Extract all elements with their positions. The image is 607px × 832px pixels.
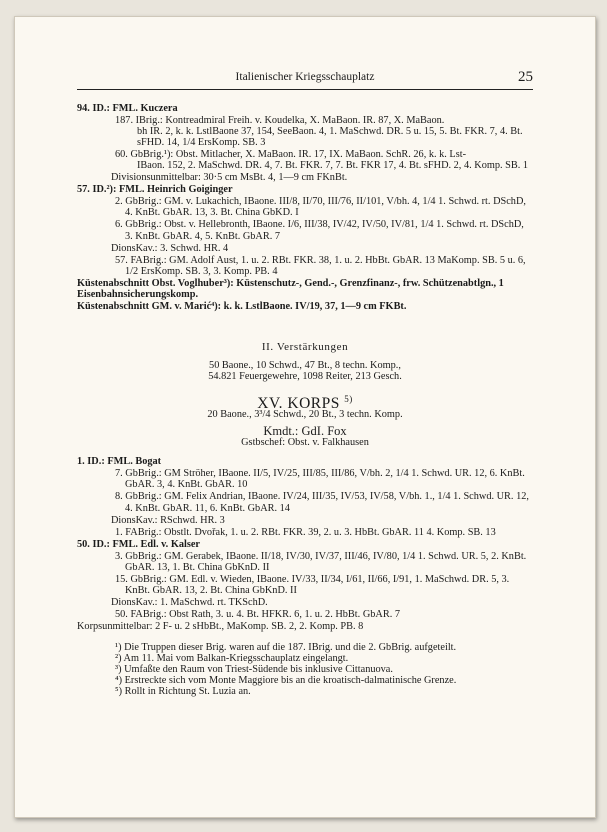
brigade-187 xyxy=(77,115,533,148)
order-of-battle-text xyxy=(77,103,533,697)
brigade-15: 15. GbBrig.: GM. Edl. v. Wieden, IBaone. IV/33, II/34, I/61, II/66, I/91, 1. MaSchwd. DR. 5, 3. KnBt. GbAR. 13, 2. Bt. China GbKnD. II xyxy=(115,573,510,596)
footnote-mark: ⁴) xyxy=(115,675,123,687)
brigade-60-line1: 60. GbBrig.¹): Obst. Mitlacher, X. MaBaon. IR. 17, IX. MaBaon. SchR. 26, k. k. Lst- xyxy=(115,149,467,161)
brigade-8: 8. GbBrig.: GM. Felix Andrian, IBaone. IV/24, III/35, IV/53, IV/58, V/bh. 1., 1/4 1. Schwd. UR. 12, 4. KnBt. GbAR. 11, 6. KnBt. GbAR. 14 xyxy=(115,491,529,514)
brigade-60 xyxy=(77,149,533,171)
corps-strength: 20 Baone., 3³/4 Schwd., 20 Bt., 3 techn. Komp. xyxy=(207,409,403,421)
coastal-sector-maric-text: Küstenabschnitt GM. v. Marić⁴): k. k. LstlBaone. IV/19, 37, 1—9 cm FKBt. xyxy=(77,300,407,312)
brigade-60-line2: IBaon. 152, 2. MaSchwd. DR. 4, 7. Bt. FKR. 7, 7. Bt. FKR 17, 4. Bt. sFHD. 2, 4. Komp. SB. 1 xyxy=(137,160,529,172)
division-57-heading: 57. ID.²): FML. Heinrich Goiginger xyxy=(77,184,233,196)
brigade-7: 7. GbBrig.: GM Ströher, IBaone. II/5, IV/25, III/85, III/86, V/bh. 2, 1/4 1. Schwd. UR. 12, 6. KnBt. GbAR. 3, 4. KnBt. GbAR. 10 xyxy=(115,468,525,491)
division-94-heading: 94. ID.: FML. Kuczera xyxy=(77,103,178,114)
coastal-sector-voglhuber xyxy=(77,278,533,300)
brigade-2: 2. GbBrig.: GM. v. Lukachich, IBaone. III/8, II/70, III/76, II/101, V/bh. 4, 1/4 1. Schwd. rt. DSchD, 4. KnBt. GbAR. 13, 3. Bt. China GbKD. I xyxy=(115,196,526,219)
book-page xyxy=(14,16,596,818)
footnotes xyxy=(77,642,533,697)
reinforcements-line1: 50 Baone., 10 Schwd., 47 Bt., 8 techn. Komp., xyxy=(209,359,401,371)
page-number: 25 xyxy=(518,69,533,85)
artillery-brigade-1: 1. FABrig.: Obstlt. Dvořak, 1. u. 2. RBt. FKR. 39, 2. u. 3. HbBt. GbAR. 11 4. Komp. SB. 13 xyxy=(115,526,496,538)
footnote-2 xyxy=(115,653,533,664)
footnote-mark: ¹) xyxy=(115,642,122,654)
brigade-187-line2: bh IR. 2, k. k. LstlBaone 37, 154, SeeBaon. 4, 1. MaSchwd. DR. 5 u. 15, 5. Bt. FKR. 7, 4. Bt. sFHD. 14, 1/4 ErsKomp. SB. 3 xyxy=(137,126,523,149)
artillery-brigade-57: 57. FABrig.: GM. Adolf Aust, 1. u. 2. RBt. FKR. 38, 1. u. 2. HbBt. GbAR. 13 MaKomp. SB. 5 u. 6, 1/2 ErsKomp. SB. 3, 3. Komp. PB. 4 xyxy=(115,254,526,277)
footnote-3 xyxy=(115,664,533,675)
division-1-cavalry: DionsKav.: RSchwd. HR. 3 xyxy=(111,514,225,526)
footnote-mark: ³) xyxy=(115,664,122,676)
division-50-heading: 50. ID.: FML. Edl. v. Kalser xyxy=(77,538,200,550)
footnote-1 xyxy=(115,642,533,653)
footnote-text: Umfaßte den Raum von Triest-Südende bis inklusive Cittanuova. xyxy=(124,664,393,676)
footnote-text: Am 11. Mai vom Balkan-Kriegsschauplatz eingelangt. xyxy=(123,653,349,665)
running-title: Italienischer Kriegsschauplatz xyxy=(235,71,375,83)
corps-chief-of-staff: Gstbschef: Obst. v. Falkhausen xyxy=(241,437,369,449)
brigade-187-line1: 187. IBrig.: Kontreadmiral Freih. v. Koudelka, X. MaBaon. IR. 87, X. MaBaon. xyxy=(115,115,445,127)
brigade-6: 6. GbBrig.: Obst. v. Hellebronth, IBaone. I/6, III/38, IV/42, IV/50, IV/81, 1/4 1. Schwd. rt. DSchD, 3. KnBt. GbAR. 4, 5. KnBt. GbAR. 7 xyxy=(115,219,524,242)
division-57-cavalry: DionsKav.: 3. Schwd. HR. 4 xyxy=(111,242,229,254)
artillery-brigade-50: 50. FABrig.: Obst Rath, 3. u. 4. Bt. HFKR. 6, 1. u. 2. HbBt. GbAR. 7 xyxy=(115,608,400,620)
division-50-cavalry: DionsKav.: 1. MaSchwd. rt. TKSchD. xyxy=(111,596,268,608)
corps-commander: Kmdt.: GdI. Fox xyxy=(263,424,347,439)
footnote-text: Rollt in Richtung St. Luzia an. xyxy=(124,686,251,698)
footnote-mark: ²) xyxy=(115,653,122,665)
brigade-3: 3. GbBrig.: GM. Gerabek, IBaone. II/18, IV/30, IV/37, III/46, IV/80, 1/4 1. Schwd. UR. 5, 2. KnBt. GbAR. 13, 1. Bt. China GbKnD. II xyxy=(115,550,527,573)
division-1-heading: 1. ID.: FML. Bogat xyxy=(77,456,162,468)
footnote-text: Erstreckte sich vom Monte Maggiore bis an die kroatisch-dalmatinische Grenze. xyxy=(124,675,457,687)
corps-title-text: XV. KORPS xyxy=(257,395,340,413)
footnote-5 xyxy=(115,686,533,697)
footnote-4 xyxy=(115,675,533,686)
footnote-text: Die Truppen dieser Brig. waren auf die 187. IBrig. und die 2. GbBrig. aufgeteilt. xyxy=(124,642,457,654)
corps-units: Korpsunmittelbar: 2 F- u. 2 sHbBt., MaKomp. SB. 2, 2. Komp. PB. 8 xyxy=(77,620,364,632)
coastal-sector-voglhuber-text: Küstenabschnitt Obst. Voglhuber³): Küstenschutz-, Gend.-, Grenzfinanz-, frw. Schützenabtlgn., 1 Eisenbahnsicherungskomp. xyxy=(77,277,504,300)
running-header xyxy=(77,69,533,90)
corps-title-note: 5) xyxy=(344,393,353,404)
division-94-units: Divisionsunmittelbar: 30·5 cm MsBt. 4, 1—9 cm FKnBt. xyxy=(111,172,348,184)
footnote-mark: ⁵) xyxy=(115,686,123,698)
coastal-sector-maric xyxy=(77,301,533,312)
reinforcements-title: II. Verstärkungen xyxy=(261,340,349,353)
reinforcements-line2: 54.821 Feuergewehre, 1098 Reiter, 213 Gesch. xyxy=(208,370,402,382)
corps-title xyxy=(77,393,533,413)
